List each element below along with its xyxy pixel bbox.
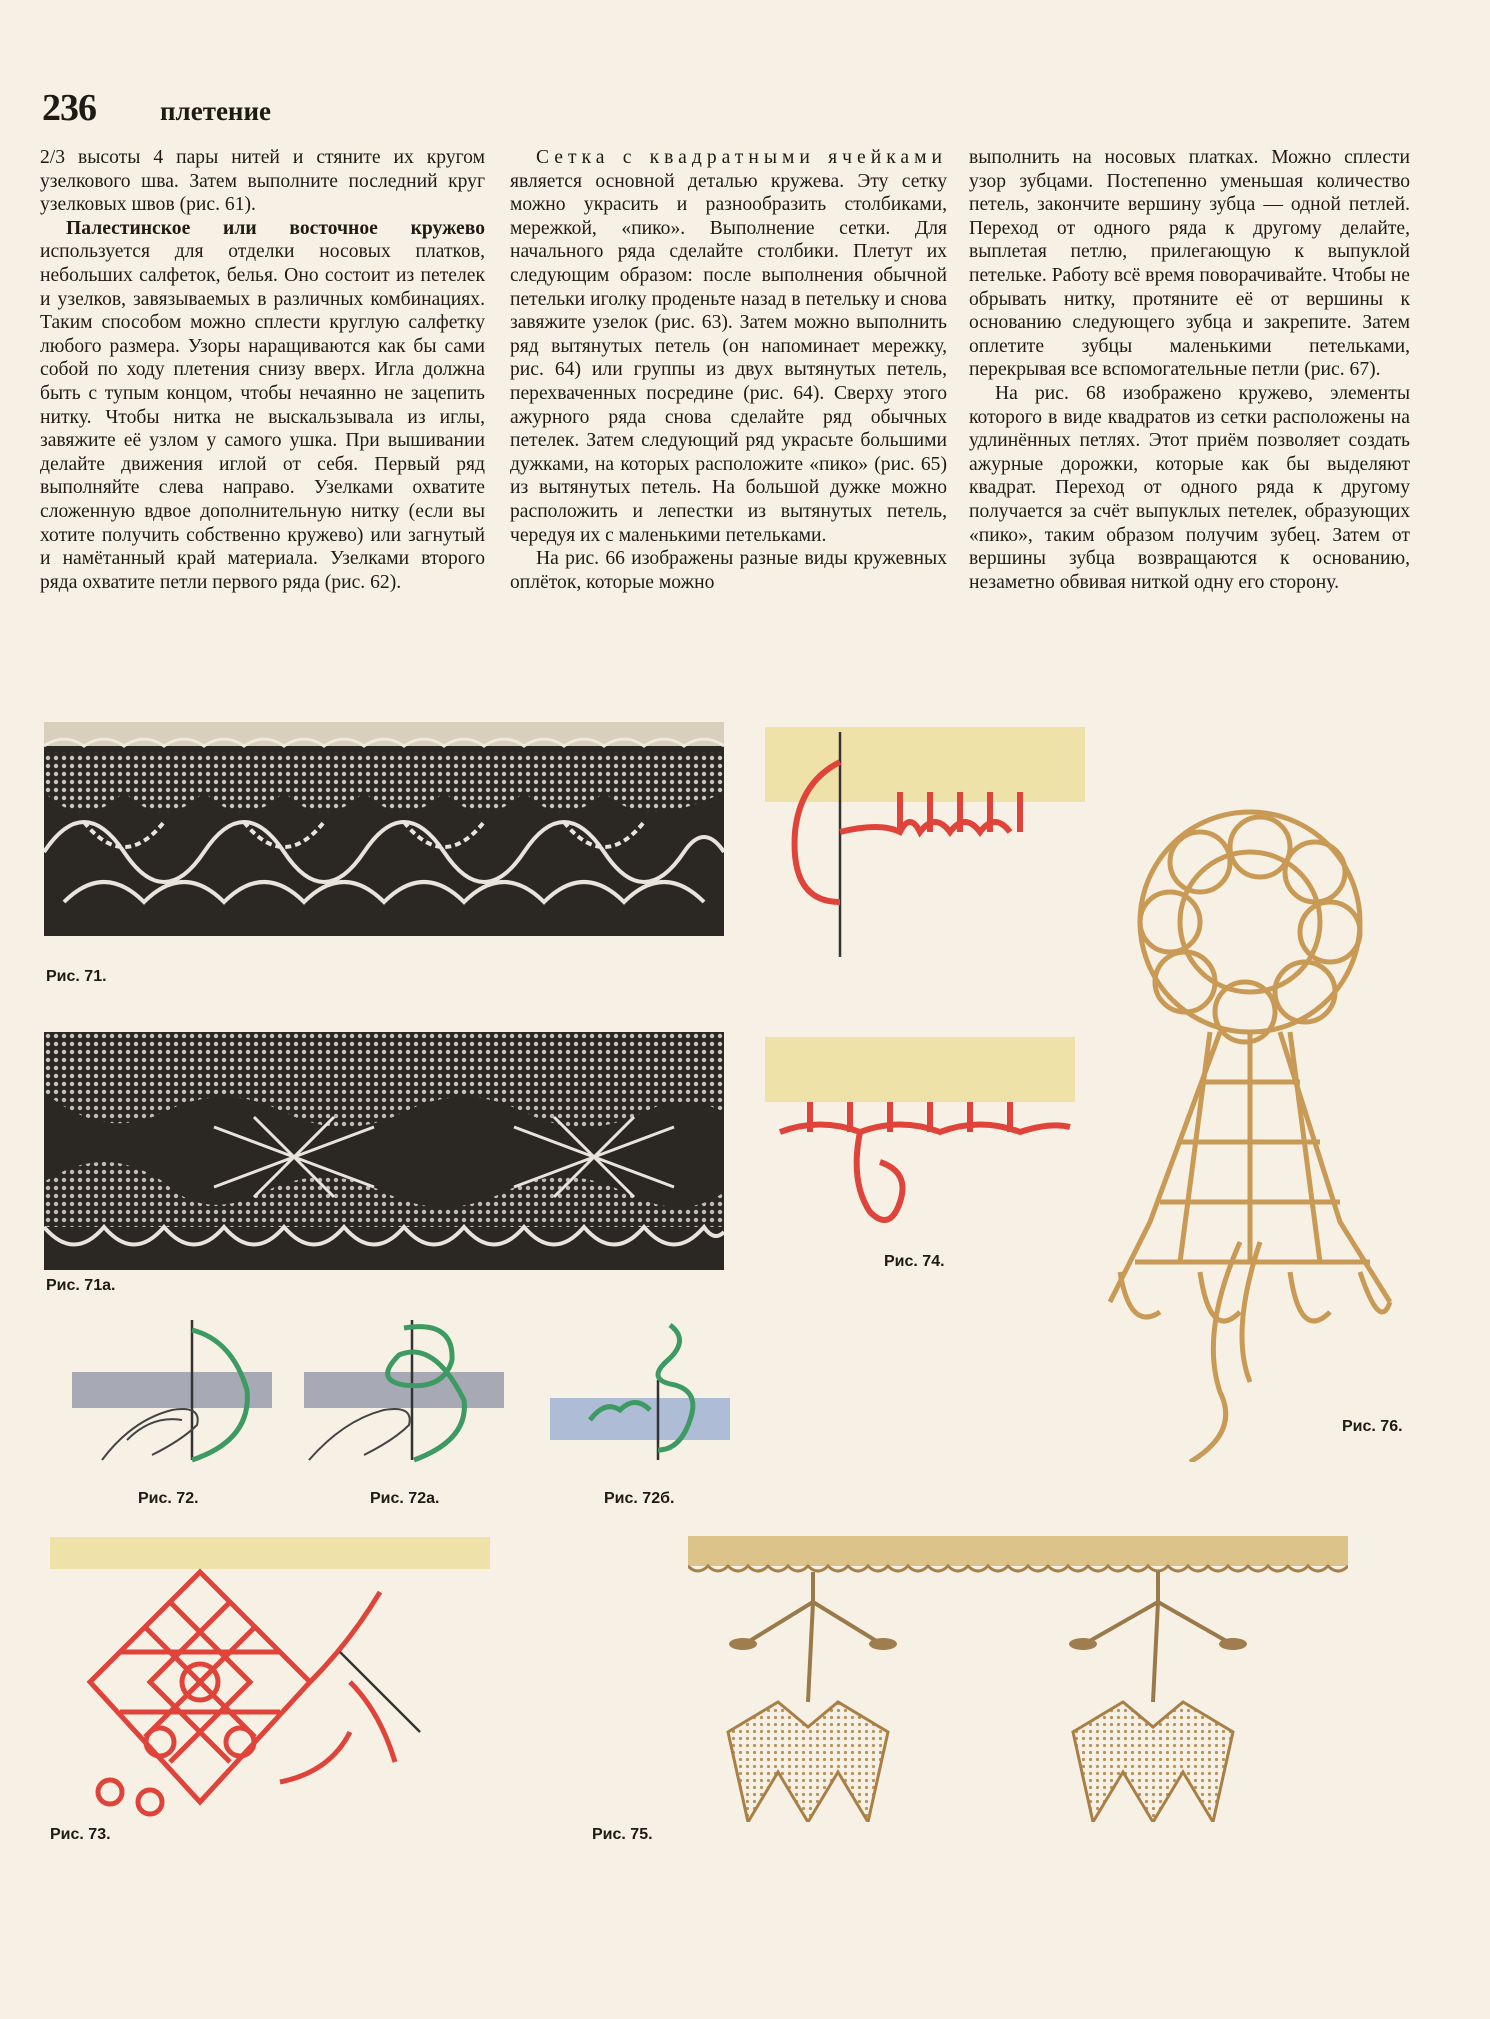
run-in-heading: Палестинское или восточное кружево <box>66 217 485 239</box>
spaced-heading: Сетка с квадратными ячейками <box>536 147 947 168</box>
paragraph: 2/3 высоты 4 пары нитей и стяните их кругом узелкового шва. Затем выполните последний круг узелковых швов (рис. 61). <box>40 147 485 216</box>
figure-72-needle-illustration <box>72 1310 272 1475</box>
paragraph <box>40 217 485 595</box>
figure-71a-caption: Рис. 71а. <box>46 1277 116 1294</box>
paragraph-text: является основной деталью кружева. Эту сетку можно украсить и разнообразить столбиками, мережкой, «пико». Выполнение сетки. Для начального ряда сделайте столбики. Плетут их следующим образом: после выполнения обычной петельки иголку проденьте назад в петельку и снова завяжите узелок (рис. 63). Затем можно выполнить ряд вытянутых петель (он напоминает мережку, рис. 64) или группы из двух вытянутых петель, перехваченных посредине (рис. 64). Сверху этого ажурного ряда снова сделайте ряд обычных петелек. Затем следующий ряд украсьте большими дужками, на которых расположите «пико» (рис. 65) из вытянутых петель. На большой дужке можно расположить и лепестки из вытянутых петель, чередуя их с маленькими петельками. <box>510 170 947 546</box>
figure-72b-caption: Рис. 72б. <box>604 1490 675 1507</box>
figure-74-caption: Рис. 74. <box>884 1253 945 1270</box>
figure-76-lace-illustration <box>1090 772 1420 1462</box>
figure-72b-needle-illustration <box>550 1310 730 1475</box>
paragraph <box>510 146 947 547</box>
figure-74-loop-illustration-top <box>760 722 1090 962</box>
figure-73-mesh-illustration <box>50 1532 490 1822</box>
figure-72-caption: Рис. 72. <box>138 1490 199 1507</box>
paragraph: На рис. 68 изображено кружево, элементы которого в виде квадратов из сетки расположены на удлинённых петлях. Этот приём позволяет создать ажурные дорожки, которые как бы выделяют квадрат. Переход от одного ряда к другому получается за счёт выпуклых петелек, образующих «пико», таким образом получим зубец. Затем от вершины зубца возвращаются к основанию, незаметно обвивая ниткой одну его сторону. <box>969 382 1410 593</box>
figure-72a-needle-illustration <box>304 1310 504 1475</box>
figure-71-caption: Рис. 71. <box>46 968 107 985</box>
figure-75-caption: Рис. 75. <box>592 1826 653 1843</box>
text-column-2 <box>510 146 947 594</box>
figure-75-lace-illustration <box>688 1532 1348 1822</box>
paragraph: выполнить на носовых платках. Можно сплести узор зубцами. Постепенно уменьшая количество петель, закончите вершину зубца — одной петлей. Переход от одного ряда к другому делайте, выплетая петлю, прилегающую к выпуклой петельке. Работу всё время поворачивайте. Чтобы не обрывать нитку, протяните её от вершины к основанию следующего зубца и закрепите. Затем оплетите зубцы маленькими петельками, перекрывая все вспомогательные петли (рис. 67). <box>969 147 1410 381</box>
figure-71a-lace-photo <box>44 1032 724 1270</box>
figure-74-loop-illustration-bottom <box>760 1032 1090 1242</box>
figure-72a-caption: Рис. 72а. <box>370 1490 440 1507</box>
page-number: 236 <box>42 87 96 129</box>
figure-71-lace-photo <box>44 722 724 936</box>
figure-73-caption: Рис. 73. <box>50 1826 111 1843</box>
paragraph: На рис. 66 изображены разные виды кружевных оплёток, которые можно <box>510 548 947 593</box>
text-column-1 <box>40 146 485 594</box>
text-column-3 <box>969 146 1410 594</box>
section-title: плетение <box>160 96 272 126</box>
figure-76-caption: Рис. 76. <box>1342 1418 1403 1435</box>
paragraph-text: используется для отделки носовых платков, небольших салфеток, белья. Оно состоит из петелек и узелков, завязываемых в различных комбинациях. Таким способом можно сплести круглую салфетку любого размера. Узоры наращиваются как бы сами собой по ходу плетения снизу вверх. Игла должна быть с тупым концом, чтобы нечаянно не зацепить нитку. Чтобы нитка не выскальзывала из иглы, завяжите её узлом у самого ушка. При вышивании делайте движения иглой от себя. Первый ряд выполняйте слева направо. Узелками охватите сложенную вдвое дополнительную нитку (если вы хотите получить собственно кружево) или загнутый и намётанный край материала. Узелками второго ряда охватите петли первого ряда (рис. 62). <box>40 241 485 593</box>
